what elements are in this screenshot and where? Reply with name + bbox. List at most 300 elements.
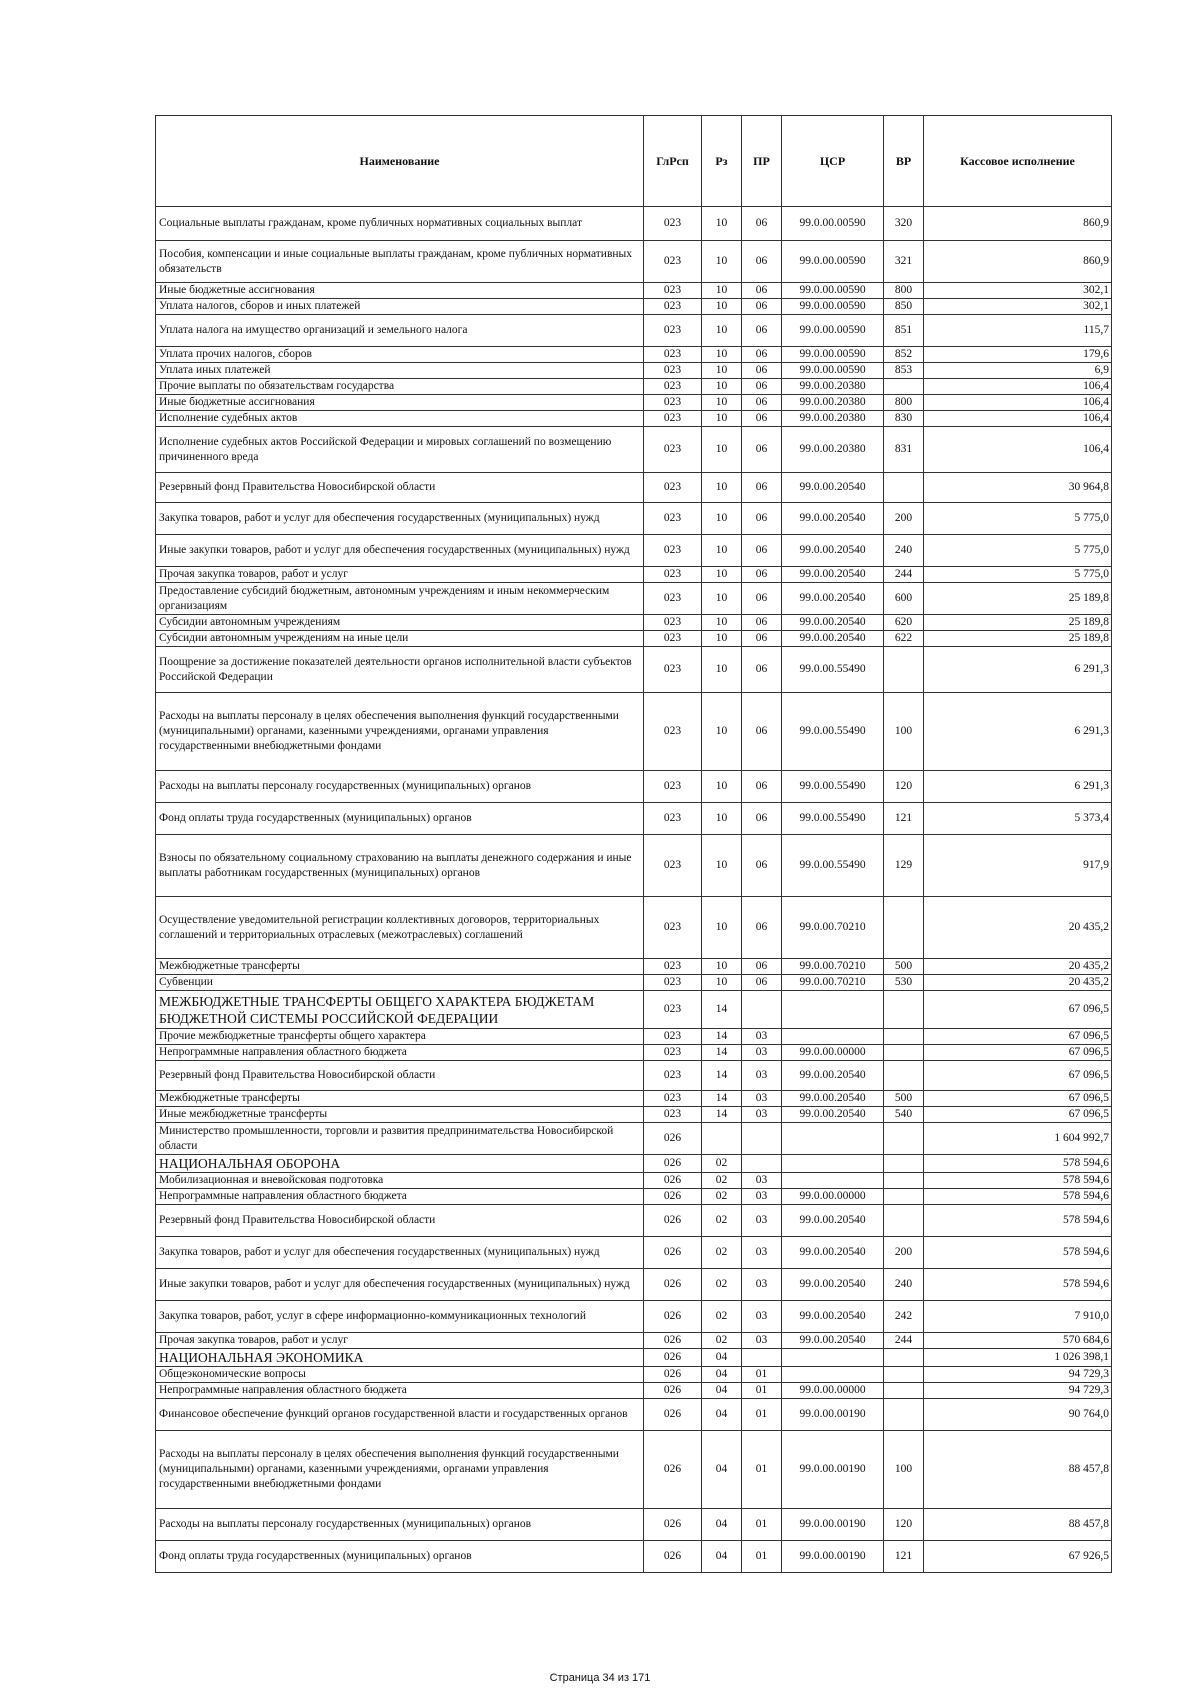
row-name: Предоставление субсидий бюджетным, автономным учреждениям и иным некоммерческим организациям bbox=[156, 583, 644, 615]
row-rz: 04 bbox=[702, 1541, 742, 1573]
row-glrsp: 026 bbox=[644, 1367, 702, 1383]
row-vr: 830 bbox=[884, 411, 924, 427]
row-vr bbox=[884, 1189, 924, 1205]
row-glrsp: 023 bbox=[644, 427, 702, 473]
row-csr: 99.0.00.20540 bbox=[782, 1301, 884, 1333]
row-vr: 831 bbox=[884, 427, 924, 473]
row-vr: 121 bbox=[884, 1541, 924, 1573]
row-csr: 99.0.00.20540 bbox=[782, 503, 884, 535]
table-row bbox=[156, 835, 1112, 897]
table-row bbox=[156, 615, 1112, 631]
row-amount: 302,1 bbox=[924, 283, 1112, 299]
row-name: НАЦИОНАЛЬНАЯ ОБОРОНА bbox=[156, 1155, 644, 1173]
row-pr: 06 bbox=[742, 615, 782, 631]
row-glrsp: 023 bbox=[644, 583, 702, 615]
header-rz: Рз bbox=[702, 116, 742, 207]
row-csr bbox=[782, 991, 884, 1029]
row-vr bbox=[884, 897, 924, 959]
row-csr: 99.0.00.00000 bbox=[782, 1383, 884, 1399]
row-csr: 99.0.00.55490 bbox=[782, 835, 884, 897]
row-rz bbox=[702, 1123, 742, 1155]
row-vr: 530 bbox=[884, 975, 924, 991]
row-name: Расходы на выплаты персоналу государственных (муниципальных) органов bbox=[156, 1509, 644, 1541]
row-name: Закупка товаров, работ и услуг для обеспечения государственных (муниципальных) нужд bbox=[156, 1237, 644, 1269]
row-glrsp: 026 bbox=[644, 1541, 702, 1573]
row-glrsp: 023 bbox=[644, 1045, 702, 1061]
row-vr: 500 bbox=[884, 1091, 924, 1107]
row-vr: 540 bbox=[884, 1107, 924, 1123]
table-row bbox=[156, 1269, 1112, 1301]
table-row bbox=[156, 1333, 1112, 1349]
row-rz: 02 bbox=[702, 1155, 742, 1173]
row-vr: 242 bbox=[884, 1301, 924, 1333]
table-row bbox=[156, 1107, 1112, 1123]
row-amount: 860,9 bbox=[924, 241, 1112, 283]
row-amount: 578 594,6 bbox=[924, 1189, 1112, 1205]
row-amount: 6 291,3 bbox=[924, 771, 1112, 803]
row-vr bbox=[884, 1205, 924, 1237]
row-name: Субсидии автономным учреждениям bbox=[156, 615, 644, 631]
row-amount: 6 291,3 bbox=[924, 647, 1112, 693]
row-name: Прочие выплаты по обязательствам государства bbox=[156, 379, 644, 395]
row-name: Резервный фонд Правительства Новосибирской области bbox=[156, 473, 644, 503]
table-row bbox=[156, 473, 1112, 503]
row-vr bbox=[884, 1173, 924, 1189]
row-csr: 99.0.00.00590 bbox=[782, 299, 884, 315]
row-glrsp: 023 bbox=[644, 241, 702, 283]
row-glrsp: 026 bbox=[644, 1269, 702, 1301]
row-amount: 20 435,2 bbox=[924, 959, 1112, 975]
row-csr: 99.0.00.55490 bbox=[782, 803, 884, 835]
row-amount: 67 096,5 bbox=[924, 1029, 1112, 1045]
row-pr: 03 bbox=[742, 1189, 782, 1205]
row-name: Министерство промышленности, торговли и развития предпринимательства Новосибирской области bbox=[156, 1123, 644, 1155]
row-name: НАЦИОНАЛЬНАЯ ЭКОНОМИКА bbox=[156, 1349, 644, 1367]
row-rz: 10 bbox=[702, 835, 742, 897]
row-glrsp: 023 bbox=[644, 1107, 702, 1123]
row-pr: 06 bbox=[742, 567, 782, 583]
row-csr: 99.0.00.00190 bbox=[782, 1431, 884, 1509]
row-pr: 06 bbox=[742, 283, 782, 299]
row-csr: 99.0.00.20540 bbox=[782, 1205, 884, 1237]
row-csr: 99.0.00.20380 bbox=[782, 395, 884, 411]
row-glrsp: 023 bbox=[644, 299, 702, 315]
row-rz: 10 bbox=[702, 615, 742, 631]
row-vr bbox=[884, 379, 924, 395]
row-amount: 67 096,5 bbox=[924, 1061, 1112, 1091]
header-csr: ЦСР bbox=[782, 116, 884, 207]
header-pr: ПР bbox=[742, 116, 782, 207]
budget-execution-table bbox=[155, 115, 1112, 1573]
row-vr: 240 bbox=[884, 1269, 924, 1301]
row-pr bbox=[742, 1349, 782, 1367]
table-row bbox=[156, 535, 1112, 567]
row-pr: 06 bbox=[742, 631, 782, 647]
row-pr: 06 bbox=[742, 583, 782, 615]
row-rz: 10 bbox=[702, 803, 742, 835]
table-row bbox=[156, 315, 1112, 347]
row-vr: 121 bbox=[884, 803, 924, 835]
row-glrsp: 023 bbox=[644, 411, 702, 427]
header-glrsp: ГлРсп bbox=[644, 116, 702, 207]
row-csr bbox=[782, 1367, 884, 1383]
row-rz: 14 bbox=[702, 1107, 742, 1123]
row-glrsp: 023 bbox=[644, 1029, 702, 1045]
table-header-row bbox=[156, 116, 1112, 207]
row-rz: 10 bbox=[702, 315, 742, 347]
row-name: Финансовое обеспечение функций органов государственной власти и государственных органов bbox=[156, 1399, 644, 1431]
row-pr: 06 bbox=[742, 647, 782, 693]
page-number: Страница 34 из 171 bbox=[549, 1672, 651, 1684]
row-amount: 115,7 bbox=[924, 315, 1112, 347]
row-amount: 1 604 992,7 bbox=[924, 1123, 1112, 1155]
row-glrsp: 026 bbox=[644, 1509, 702, 1541]
table-row bbox=[156, 1541, 1112, 1573]
row-pr: 01 bbox=[742, 1383, 782, 1399]
row-csr: 99.0.00.55490 bbox=[782, 771, 884, 803]
row-glrsp: 023 bbox=[644, 379, 702, 395]
row-vr bbox=[884, 1367, 924, 1383]
row-amount: 106,4 bbox=[924, 379, 1112, 395]
row-name: Непрограммные направления областного бюджета bbox=[156, 1045, 644, 1061]
row-vr: 320 bbox=[884, 207, 924, 241]
row-rz: 10 bbox=[702, 299, 742, 315]
row-amount: 94 729,3 bbox=[924, 1383, 1112, 1399]
row-glrsp: 026 bbox=[644, 1301, 702, 1333]
row-amount: 578 594,6 bbox=[924, 1155, 1112, 1173]
row-amount: 179,6 bbox=[924, 347, 1112, 363]
table-row bbox=[156, 1383, 1112, 1399]
row-name: Иные закупки товаров, работ и услуг для обеспечения государственных (муниципальных) нужд bbox=[156, 1269, 644, 1301]
table-row bbox=[156, 283, 1112, 299]
row-glrsp: 026 bbox=[644, 1383, 702, 1399]
row-amount: 5 775,0 bbox=[924, 567, 1112, 583]
row-glrsp: 026 bbox=[644, 1349, 702, 1367]
row-glrsp: 026 bbox=[644, 1333, 702, 1349]
row-name: МЕЖБЮДЖЕТНЫЕ ТРАНСФЕРТЫ ОБЩЕГО ХАРАКТЕРА БЮДЖЕТАМ БЮДЖЕТНОЙ СИСТЕМЫ РОССИЙСКОЙ ФЕДЕРАЦИИ bbox=[156, 991, 644, 1029]
row-rz: 10 bbox=[702, 631, 742, 647]
row-amount: 25 189,8 bbox=[924, 583, 1112, 615]
table-row bbox=[156, 347, 1112, 363]
row-glrsp: 023 bbox=[644, 631, 702, 647]
row-rz: 02 bbox=[702, 1189, 742, 1205]
row-amount: 578 594,6 bbox=[924, 1269, 1112, 1301]
row-amount: 570 684,6 bbox=[924, 1333, 1112, 1349]
row-amount: 106,4 bbox=[924, 411, 1112, 427]
row-amount: 20 435,2 bbox=[924, 897, 1112, 959]
row-pr: 03 bbox=[742, 1045, 782, 1061]
row-amount: 302,1 bbox=[924, 299, 1112, 315]
row-name: Поощрение за достижение показателей деятельности органов исполнительной власти субъектов Российской Федерации bbox=[156, 647, 644, 693]
row-rz: 14 bbox=[702, 1045, 742, 1061]
row-name: Прочая закупка товаров, работ и услуг bbox=[156, 567, 644, 583]
row-rz: 10 bbox=[702, 647, 742, 693]
table-row bbox=[156, 1349, 1112, 1367]
row-csr: 99.0.00.70210 bbox=[782, 897, 884, 959]
row-glrsp: 023 bbox=[644, 693, 702, 771]
row-vr: 800 bbox=[884, 283, 924, 299]
row-rz: 10 bbox=[702, 473, 742, 503]
table-body bbox=[156, 207, 1112, 1573]
table-row bbox=[156, 503, 1112, 535]
row-vr: 853 bbox=[884, 363, 924, 379]
row-glrsp: 023 bbox=[644, 615, 702, 631]
row-vr: 600 bbox=[884, 583, 924, 615]
row-csr: 99.0.00.20540 bbox=[782, 615, 884, 631]
row-pr: 03 bbox=[742, 1029, 782, 1045]
row-csr: 99.0.00.20380 bbox=[782, 379, 884, 395]
table-row bbox=[156, 1123, 1112, 1155]
table-row bbox=[156, 363, 1112, 379]
table-row bbox=[156, 693, 1112, 771]
row-csr bbox=[782, 1173, 884, 1189]
row-pr bbox=[742, 1155, 782, 1173]
row-pr: 06 bbox=[742, 693, 782, 771]
row-amount: 67 096,5 bbox=[924, 1107, 1112, 1123]
row-glrsp: 023 bbox=[644, 363, 702, 379]
row-vr bbox=[884, 1155, 924, 1173]
row-rz: 10 bbox=[702, 411, 742, 427]
row-pr: 03 bbox=[742, 1205, 782, 1237]
row-amount: 578 594,6 bbox=[924, 1205, 1112, 1237]
table-row bbox=[156, 803, 1112, 835]
row-name: Субвенции bbox=[156, 975, 644, 991]
row-name: Субсидии автономным учреждениям на иные цели bbox=[156, 631, 644, 647]
table-row bbox=[156, 1155, 1112, 1173]
row-csr: 99.0.00.20540 bbox=[782, 1091, 884, 1107]
row-amount: 917,9 bbox=[924, 835, 1112, 897]
row-amount: 7 910,0 bbox=[924, 1301, 1112, 1333]
row-pr: 03 bbox=[742, 1061, 782, 1091]
row-pr: 06 bbox=[742, 897, 782, 959]
row-name: Прочая закупка товаров, работ и услуг bbox=[156, 1333, 644, 1349]
row-name: Расходы на выплаты персоналу в целях обеспечения выполнения функций государственными (муниципальными) органами, казенными учреждениями, органами управления государственными внебюджетными фондами bbox=[156, 693, 644, 771]
row-rz: 10 bbox=[702, 395, 742, 411]
table-row bbox=[156, 1045, 1112, 1061]
row-csr: 99.0.00.00190 bbox=[782, 1541, 884, 1573]
row-csr: 99.0.00.20380 bbox=[782, 427, 884, 473]
row-name: Закупка товаров, работ, услуг в сфере информационно-коммуникационных технологий bbox=[156, 1301, 644, 1333]
table-row bbox=[156, 1367, 1112, 1383]
row-vr bbox=[884, 1061, 924, 1091]
row-csr: 99.0.00.00590 bbox=[782, 315, 884, 347]
row-pr: 06 bbox=[742, 363, 782, 379]
table-row bbox=[156, 427, 1112, 473]
row-vr: 129 bbox=[884, 835, 924, 897]
row-amount: 94 729,3 bbox=[924, 1367, 1112, 1383]
row-amount: 30 964,8 bbox=[924, 473, 1112, 503]
row-vr bbox=[884, 473, 924, 503]
row-rz: 04 bbox=[702, 1383, 742, 1399]
row-csr: 99.0.00.70210 bbox=[782, 975, 884, 991]
row-vr: 100 bbox=[884, 693, 924, 771]
row-name: Расходы на выплаты персоналу в целях обеспечения выполнения функций государственными (муниципальными) органами, казенными учреждениями, органами управления государственными внебюджетными фондами bbox=[156, 1431, 644, 1509]
row-vr: 200 bbox=[884, 503, 924, 535]
row-glrsp: 023 bbox=[644, 473, 702, 503]
row-pr: 06 bbox=[742, 771, 782, 803]
row-amount: 20 435,2 bbox=[924, 975, 1112, 991]
row-name: Мобилизационная и вневойсковая подготовка bbox=[156, 1173, 644, 1189]
table-row bbox=[156, 207, 1112, 241]
row-glrsp: 023 bbox=[644, 1061, 702, 1091]
row-name: Непрограммные направления областного бюджета bbox=[156, 1189, 644, 1205]
row-pr: 03 bbox=[742, 1269, 782, 1301]
row-glrsp: 023 bbox=[644, 1091, 702, 1107]
row-amount: 106,4 bbox=[924, 427, 1112, 473]
row-csr: 99.0.00.20540 bbox=[782, 567, 884, 583]
row-pr: 06 bbox=[742, 379, 782, 395]
row-name: Иные межбюджетные трансферты bbox=[156, 1107, 644, 1123]
row-csr: 99.0.00.55490 bbox=[782, 647, 884, 693]
row-pr: 01 bbox=[742, 1399, 782, 1431]
row-csr: 99.0.00.00590 bbox=[782, 347, 884, 363]
row-pr: 03 bbox=[742, 1107, 782, 1123]
row-amount: 5 775,0 bbox=[924, 503, 1112, 535]
row-vr: 244 bbox=[884, 567, 924, 583]
row-amount: 90 764,0 bbox=[924, 1399, 1112, 1431]
row-pr: 06 bbox=[742, 835, 782, 897]
row-glrsp: 023 bbox=[644, 771, 702, 803]
row-rz: 10 bbox=[702, 283, 742, 299]
row-name: Исполнение судебных актов Российской Федерации и мировых соглашений по возмещению причиненного вреда bbox=[156, 427, 644, 473]
table-row bbox=[156, 1237, 1112, 1269]
row-rz: 04 bbox=[702, 1349, 742, 1367]
row-glrsp: 023 bbox=[644, 315, 702, 347]
row-name: Социальные выплаты гражданам, кроме публичных нормативных социальных выплат bbox=[156, 207, 644, 241]
row-amount: 6,9 bbox=[924, 363, 1112, 379]
table-row bbox=[156, 299, 1112, 315]
row-pr bbox=[742, 991, 782, 1029]
table-row bbox=[156, 1509, 1112, 1541]
row-name: Резервный фонд Правительства Новосибирской области bbox=[156, 1205, 644, 1237]
row-pr: 01 bbox=[742, 1431, 782, 1509]
row-pr: 06 bbox=[742, 803, 782, 835]
row-rz: 14 bbox=[702, 1029, 742, 1045]
row-pr: 06 bbox=[742, 299, 782, 315]
row-glrsp: 023 bbox=[644, 647, 702, 693]
row-pr: 06 bbox=[742, 503, 782, 535]
row-amount: 106,4 bbox=[924, 395, 1112, 411]
row-amount: 25 189,8 bbox=[924, 631, 1112, 647]
row-name: Закупка товаров, работ и услуг для обеспечения государственных (муниципальных) нужд bbox=[156, 503, 644, 535]
row-glrsp: 026 bbox=[644, 1155, 702, 1173]
row-pr: 01 bbox=[742, 1367, 782, 1383]
row-vr: 620 bbox=[884, 615, 924, 631]
row-vr bbox=[884, 991, 924, 1029]
table-row bbox=[156, 631, 1112, 647]
row-amount: 88 457,8 bbox=[924, 1431, 1112, 1509]
table-row bbox=[156, 379, 1112, 395]
row-csr: 99.0.00.55490 bbox=[782, 693, 884, 771]
row-pr: 06 bbox=[742, 535, 782, 567]
row-pr: 03 bbox=[742, 1301, 782, 1333]
row-vr: 200 bbox=[884, 1237, 924, 1269]
table-row bbox=[156, 1205, 1112, 1237]
row-rz: 14 bbox=[702, 991, 742, 1029]
row-glrsp: 026 bbox=[644, 1173, 702, 1189]
row-rz: 10 bbox=[702, 503, 742, 535]
table-row bbox=[156, 411, 1112, 427]
row-name: Фонд оплаты труда государственных (муниципальных) органов bbox=[156, 803, 644, 835]
table-row bbox=[156, 975, 1112, 991]
row-rz: 02 bbox=[702, 1301, 742, 1333]
row-vr: 120 bbox=[884, 1509, 924, 1541]
row-rz: 04 bbox=[702, 1509, 742, 1541]
table-row bbox=[156, 1189, 1112, 1205]
row-vr bbox=[884, 647, 924, 693]
row-vr: 100 bbox=[884, 1431, 924, 1509]
table-row bbox=[156, 583, 1112, 615]
table-row bbox=[156, 1061, 1112, 1091]
header-vr: ВР bbox=[884, 116, 924, 207]
row-glrsp: 023 bbox=[644, 803, 702, 835]
table-row bbox=[156, 1173, 1112, 1189]
row-glrsp: 026 bbox=[644, 1123, 702, 1155]
table-row bbox=[156, 1301, 1112, 1333]
row-rz: 02 bbox=[702, 1269, 742, 1301]
row-csr: 99.0.00.00000 bbox=[782, 1189, 884, 1205]
row-glrsp: 023 bbox=[644, 567, 702, 583]
row-rz: 04 bbox=[702, 1399, 742, 1431]
row-vr bbox=[884, 1123, 924, 1155]
row-pr: 06 bbox=[742, 395, 782, 411]
row-name: Расходы на выплаты персоналу государственных (муниципальных) органов bbox=[156, 771, 644, 803]
row-name: Уплата прочих налогов, сборов bbox=[156, 347, 644, 363]
row-csr: 99.0.00.00190 bbox=[782, 1509, 884, 1541]
row-glrsp: 023 bbox=[644, 395, 702, 411]
row-csr: 99.0.00.20540 bbox=[782, 1333, 884, 1349]
row-csr: 99.0.00.70210 bbox=[782, 959, 884, 975]
row-rz: 10 bbox=[702, 379, 742, 395]
row-vr: 850 bbox=[884, 299, 924, 315]
row-rz: 02 bbox=[702, 1173, 742, 1189]
row-amount: 578 594,6 bbox=[924, 1237, 1112, 1269]
row-rz: 14 bbox=[702, 1091, 742, 1107]
row-vr: 800 bbox=[884, 395, 924, 411]
header-name: Наименование bbox=[156, 116, 644, 207]
row-csr: 99.0.00.00590 bbox=[782, 241, 884, 283]
row-csr: 99.0.00.20540 bbox=[782, 1269, 884, 1301]
row-amount: 860,9 bbox=[924, 207, 1112, 241]
table-row bbox=[156, 647, 1112, 693]
row-rz: 10 bbox=[702, 959, 742, 975]
row-name: Взносы по обязательному социальному страхованию на выплаты денежного содержания и иные выплаты работникам государственных (муниципальных) органов bbox=[156, 835, 644, 897]
row-vr bbox=[884, 1349, 924, 1367]
row-glrsp: 026 bbox=[644, 1399, 702, 1431]
row-name: Иные бюджетные ассигнования bbox=[156, 283, 644, 299]
row-rz: 10 bbox=[702, 363, 742, 379]
table-row bbox=[156, 395, 1112, 411]
row-pr: 06 bbox=[742, 427, 782, 473]
row-name: Межбюджетные трансферты bbox=[156, 959, 644, 975]
table-row bbox=[156, 567, 1112, 583]
row-vr bbox=[884, 1045, 924, 1061]
row-rz: 10 bbox=[702, 427, 742, 473]
row-rz: 10 bbox=[702, 567, 742, 583]
row-glrsp: 026 bbox=[644, 1189, 702, 1205]
table-row bbox=[156, 1029, 1112, 1045]
row-pr: 01 bbox=[742, 1509, 782, 1541]
row-csr bbox=[782, 1349, 884, 1367]
row-name: Осуществление уведомительной регистрации коллективных договоров, территориальных соглашений и территориальных отраслевых (межотраслевых) соглашений bbox=[156, 897, 644, 959]
header-amount: Кассовое исполнение bbox=[924, 116, 1112, 207]
row-csr: 99.0.00.20540 bbox=[782, 631, 884, 647]
table-row bbox=[156, 771, 1112, 803]
row-amount: 67 096,5 bbox=[924, 1045, 1112, 1061]
row-vr bbox=[884, 1383, 924, 1399]
row-name: Фонд оплаты труда государственных (муниципальных) органов bbox=[156, 1541, 644, 1573]
row-glrsp: 023 bbox=[644, 959, 702, 975]
